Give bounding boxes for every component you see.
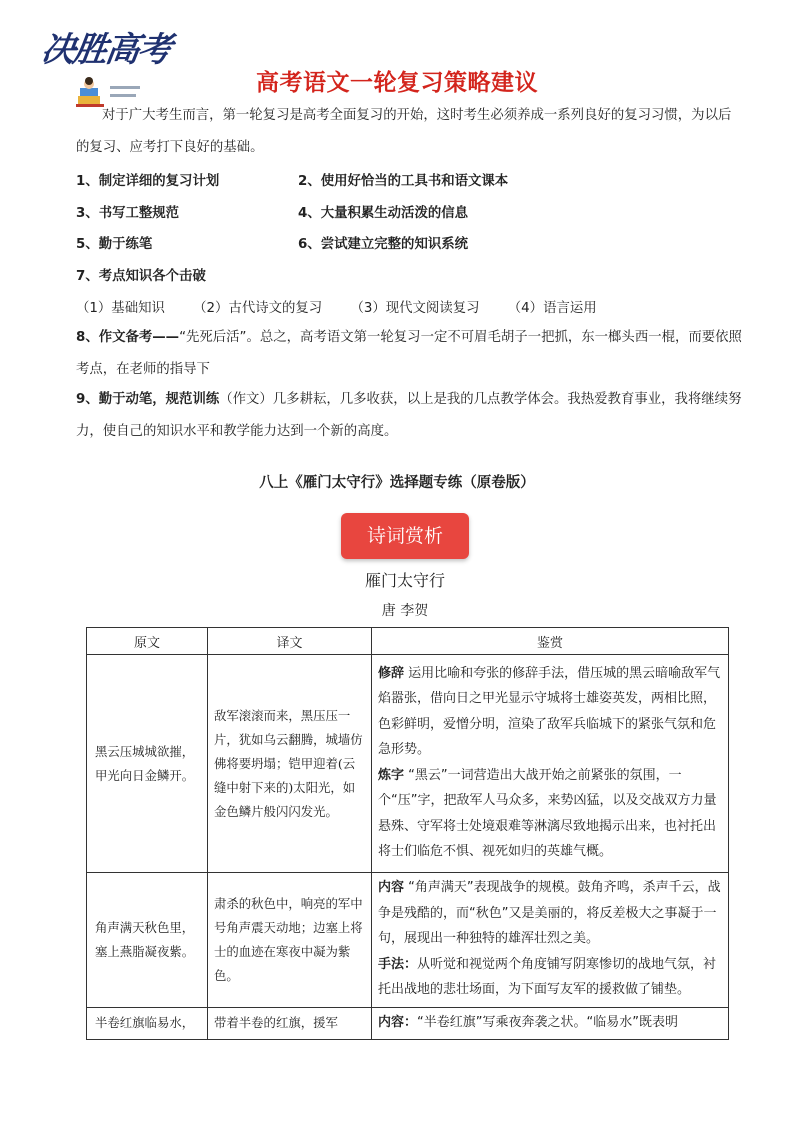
appreciation-text (372, 655, 729, 873)
tip-7: 7、考点知识各个击破 (76, 269, 206, 284)
tip-7-item: （2）古代诗文的复习 (193, 301, 323, 316)
tip-9-paragraph (76, 384, 744, 448)
point-label: 内容 (378, 880, 405, 895)
table-row (87, 1007, 729, 1040)
tip-8-paragraph (76, 322, 744, 386)
poem-author: 唐 李贺 (381, 603, 429, 619)
appreciation-text (372, 1007, 729, 1040)
point-label: 炼字 (378, 767, 405, 783)
translation-text: 带着半卷的红旗，援军 (208, 1007, 372, 1040)
tip-row-3 (76, 233, 469, 252)
tip-2: 2、使用好恰当的工具书和语文课本 (298, 174, 509, 189)
intro-paragraph: 对于广大考生而言，第一轮复习是高考全面复习的开始，这时考生必须养成一系列良好的复习习惯，为以后的复习、应考打下良好的基础。 (76, 108, 732, 155)
point-label: 手法： (378, 956, 418, 972)
table-row (87, 873, 729, 1008)
point-label: 内容： (378, 1014, 418, 1030)
point-text: “半卷红旗”写乘夜奔袭之状。“临易水”既表明 (417, 1014, 678, 1030)
poetry-appreciation-badge: 诗词赏析 (341, 513, 469, 559)
page-title: 高考语文一轮复习策略建议 (256, 70, 538, 96)
appreciation-text (372, 873, 729, 1008)
tip-8-label: 8、作文备考—— (76, 330, 180, 345)
tip-4: 4、大量积累生动活泼的信息 (298, 206, 469, 221)
tip-row-1 (76, 170, 509, 189)
point-text: 从听觉和视觉两个角度铺写阴寒惨切的战地气氛，衬托出战地的悲壮场面，为下面写友军的援救做了铺垫。 (378, 956, 717, 997)
tip-9-text: （作文）几多耕耘，几多收获，以上是我的几点教学体会。我热爱教育事业，我将继续努力，使自己的知识水平和教学能力达到一个新的高度。 (76, 392, 742, 439)
tip-row-2 (76, 202, 469, 221)
header-appreciation: 鉴赏 (372, 628, 729, 655)
point-text: 运用比喻和夸张的修辞手法，借压城的黑云暗喻敌军气焰嚣张，借向日之甲光显示守城将士雄姿英发，两相比照，色彩鲜明，爱憎分明，渲染了敌军兵临城下的紧张气氛和危急形势。 (378, 665, 721, 757)
tip-7-item: （1）基础知识 (76, 301, 165, 316)
logo-text: 决胜高考 (38, 30, 173, 70)
tip-8-text: “先死后活”。总之，高考语文第一轮复习一定不可眉毛胡子一把抓，东一榔头西一棍，而要依照考点，在老师的指导下 (76, 330, 742, 377)
tip-7-items (76, 297, 621, 316)
poem-title: 雁门太守行 (364, 571, 445, 590)
appreciation-point (378, 1010, 722, 1036)
tip-7-item: （4）语言运用 (507, 301, 597, 316)
point-label: 修辞 (378, 665, 405, 681)
table-header-row (87, 628, 729, 655)
appreciation-point (378, 763, 722, 865)
appreciation-point (378, 875, 722, 952)
original-text: 半卷红旗临易水， (87, 1007, 208, 1040)
point-text: “黑云”一词营造出大战开始之前紧张的氛围，一个“压”字，把敌军人马众多，来势凶猛，以及交战双方力量悬殊、守军将士处境艰难等淋漓尽致地揭示出来，也衬托出将士们临危不惧、视死如归的英雄气概。 (378, 767, 717, 859)
table-row (87, 655, 729, 873)
tip-1: 1、制定详细的复习计划 (76, 174, 220, 189)
appreciation-point (378, 661, 722, 763)
tip-9-label: 9、勤于动笔，规范训练 (76, 392, 220, 407)
original-text: 黑云压城城欲摧，甲光向日金鳞开。 (87, 655, 208, 873)
section-title: 八上《雁门太守行》选择题专练（原卷版） (259, 475, 535, 491)
appreciation-point (378, 952, 722, 1003)
header-translation: 译文 (208, 628, 372, 655)
point-text: “角声满天”表现战争的规模。鼓角齐鸣，杀声千云，战争是残酷的，而“秋色”又是美丽的，将反差极大之事凝于一句，展现出一种独特的雄浑壮烈之美。 (378, 880, 721, 946)
translation-text: 敌军滚滚而来，黑压压一片，犹如乌云翻腾，城墙仿佛将要坍塌；铠甲迎着(云缝中射下来的)太阳光，如金色鳞片般闪闪发光。 (208, 655, 372, 873)
header-original: 原文 (87, 628, 208, 655)
original-text: 角声满天秋色里，塞上燕脂凝夜紫。 (87, 873, 208, 1008)
tip-3: 3、书写工整规范 (76, 206, 180, 221)
tip-6: 6、尝试建立完整的知识系统 (298, 237, 469, 252)
translation-text: 肃杀的秋色中，响亮的军中号角声震天动地；边塞上将士的血迹在寒夜中凝为紫色。 (208, 873, 372, 1008)
poem-analysis-table (86, 627, 729, 1040)
tip-5: 5、勤于练笔 (76, 237, 153, 252)
tip-7-item: （3）现代文阅读复习 (350, 301, 480, 316)
